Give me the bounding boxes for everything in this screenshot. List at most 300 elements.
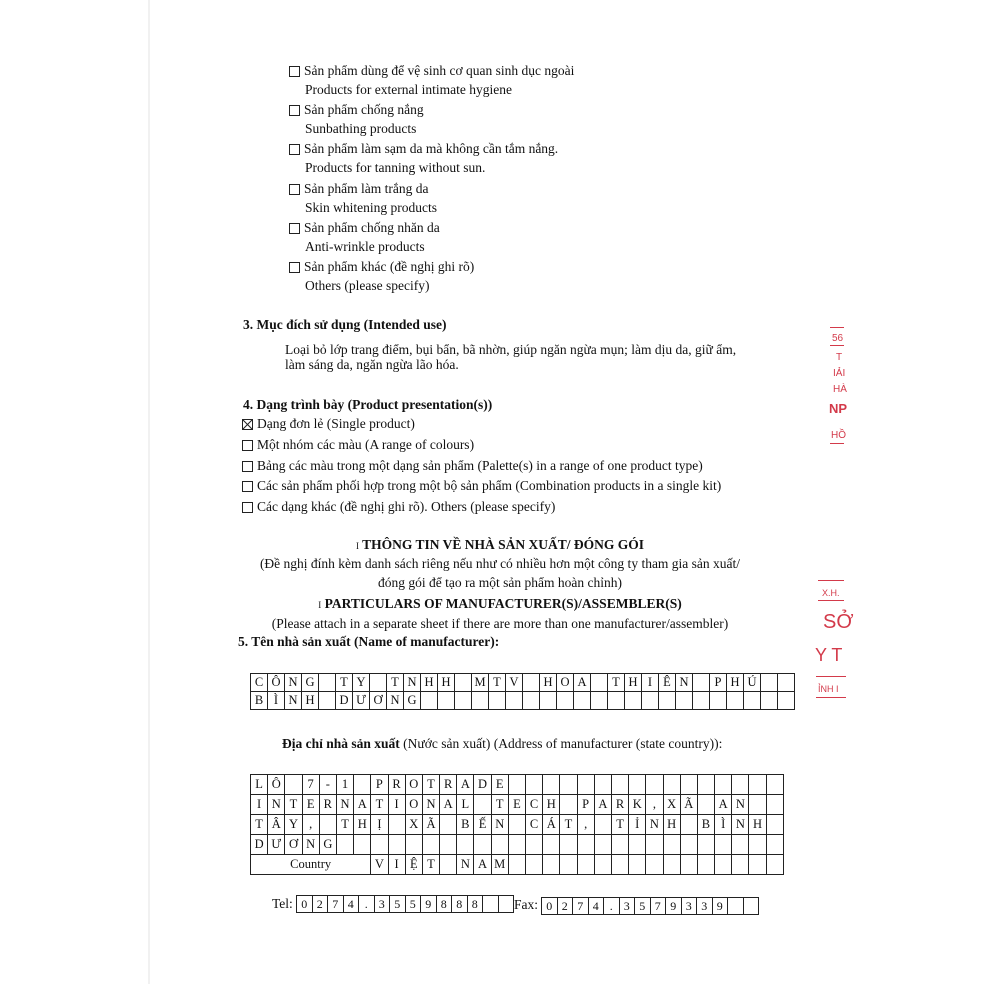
name-row bbox=[251, 692, 795, 710]
char-cell[interactable]: N bbox=[491, 815, 508, 835]
section-3-heading: 3. Mục đích sử dụng (Intended use) bbox=[243, 317, 447, 332]
address-row bbox=[251, 835, 784, 855]
country-char-cell[interactable]: A bbox=[474, 855, 491, 875]
char-cell[interactable]: 8 bbox=[467, 896, 483, 913]
name-row bbox=[251, 674, 795, 692]
char-cell[interactable] bbox=[680, 815, 697, 835]
country-char-cell[interactable]: M bbox=[491, 855, 508, 875]
char-cell[interactable] bbox=[611, 775, 628, 795]
stamp-text: IẢI bbox=[833, 368, 846, 379]
country-char-cell[interactable] bbox=[526, 855, 543, 875]
char-cell[interactable] bbox=[422, 835, 439, 855]
char-cell[interactable] bbox=[455, 692, 472, 710]
char-cell[interactable] bbox=[778, 674, 795, 692]
char-cell[interactable] bbox=[766, 795, 783, 815]
country-char-cell[interactable] bbox=[697, 855, 714, 875]
char-cell[interactable] bbox=[457, 835, 474, 855]
tel-label: Tel: bbox=[272, 896, 293, 911]
stamp-text: NP bbox=[829, 401, 848, 416]
char-cell[interactable] bbox=[680, 775, 697, 795]
char-cell[interactable] bbox=[560, 795, 577, 815]
char-cell[interactable]: T bbox=[251, 815, 268, 835]
char-cell[interactable]: Ị bbox=[371, 815, 388, 835]
char-cell[interactable] bbox=[474, 795, 491, 815]
char-cell[interactable] bbox=[405, 835, 422, 855]
char-cell[interactable]: N bbox=[422, 795, 439, 815]
char-cell[interactable]: 8 bbox=[436, 896, 452, 913]
char-cell[interactable]: N bbox=[285, 674, 302, 692]
char-cell[interactable]: Y bbox=[285, 815, 302, 835]
char-cell[interactable]: O bbox=[405, 775, 422, 795]
char-cell[interactable] bbox=[489, 692, 506, 710]
address-label: Địa chỉ nhà sản xuất (Nước sản xuất) (Address of manufacturer (state country)): bbox=[282, 736, 723, 751]
country-char-cell[interactable]: N bbox=[457, 855, 474, 875]
char-cell[interactable]: O bbox=[405, 795, 422, 815]
fax-label: Fax: bbox=[514, 897, 539, 912]
char-cell[interactable]: O bbox=[557, 674, 574, 692]
char-cell[interactable] bbox=[560, 775, 577, 795]
char-cell[interactable] bbox=[354, 835, 371, 855]
char-cell[interactable]: 9 bbox=[421, 896, 437, 913]
char-cell[interactable] bbox=[438, 692, 455, 710]
char-cell[interactable] bbox=[472, 692, 489, 710]
char-cell[interactable] bbox=[508, 835, 525, 855]
char-cell[interactable]: Ơ bbox=[285, 835, 302, 855]
product-type-label-en: Others (please specify) bbox=[305, 278, 430, 293]
char-cell[interactable]: , bbox=[302, 815, 319, 835]
char-cell[interactable]: 1 bbox=[336, 775, 353, 795]
char-cell[interactable] bbox=[483, 896, 499, 913]
char-cell[interactable] bbox=[663, 835, 680, 855]
char-cell[interactable]: A bbox=[354, 795, 371, 815]
manufacturer-note-en: (Please attach in a separate sheet if there are more than one manufacturer/assembler) bbox=[271, 616, 729, 631]
char-cell[interactable]: H bbox=[421, 674, 438, 692]
char-cell[interactable]: R bbox=[319, 795, 336, 815]
char-cell[interactable] bbox=[440, 815, 457, 835]
char-cell[interactable]: I bbox=[251, 795, 268, 815]
char-cell[interactable]: Ỉ bbox=[629, 815, 646, 835]
char-cell[interactable]: 5 bbox=[390, 896, 406, 913]
stamp-text: HỒ bbox=[831, 430, 846, 441]
char-cell[interactable]: Ô bbox=[268, 674, 285, 692]
char-cell[interactable] bbox=[455, 674, 472, 692]
country-char-cell[interactable] bbox=[680, 855, 697, 875]
char-cell[interactable]: 4 bbox=[588, 898, 604, 915]
char-cell[interactable] bbox=[697, 835, 714, 855]
presentation-checkbox[interactable] bbox=[242, 461, 253, 472]
char-cell[interactable]: . bbox=[359, 896, 375, 913]
address-row bbox=[251, 795, 784, 815]
char-cell[interactable] bbox=[744, 692, 761, 710]
country-char-cell[interactable] bbox=[646, 855, 663, 875]
product-type-label-vi: Sản phẩm làm sạm da mà không cần tắm nắng. bbox=[304, 141, 559, 156]
char-cell[interactable] bbox=[319, 815, 336, 835]
char-cell[interactable] bbox=[625, 692, 642, 710]
manufacturer-note-vi-2: đóng gói để tạo ra một sản phẩm hoàn chỉnh) bbox=[377, 575, 623, 590]
char-cell[interactable] bbox=[761, 674, 778, 692]
char-cell[interactable] bbox=[574, 692, 591, 710]
product-type-checkbox[interactable] bbox=[289, 184, 300, 195]
char-cell[interactable]: L bbox=[457, 795, 474, 815]
char-cell[interactable] bbox=[440, 835, 457, 855]
char-cell[interactable] bbox=[319, 692, 336, 710]
char-cell[interactable] bbox=[370, 674, 387, 692]
char-cell[interactable]: H bbox=[625, 674, 642, 692]
char-cell[interactable] bbox=[526, 775, 543, 795]
char-cell[interactable] bbox=[728, 898, 744, 915]
char-cell[interactable]: V bbox=[506, 674, 523, 692]
char-cell[interactable]: N bbox=[387, 692, 404, 710]
char-cell[interactable]: R bbox=[388, 775, 405, 795]
char-cell[interactable]: E bbox=[508, 795, 525, 815]
stamp-text: Y T bbox=[815, 645, 843, 665]
char-cell[interactable]: 0 bbox=[542, 898, 558, 915]
char-cell[interactable] bbox=[629, 775, 646, 795]
char-cell[interactable] bbox=[778, 692, 795, 710]
char-cell[interactable]: H bbox=[354, 815, 371, 835]
char-cell[interactable]: 9 bbox=[666, 898, 682, 915]
char-cell[interactable]: - bbox=[319, 775, 336, 795]
country-char-cell[interactable] bbox=[543, 855, 560, 875]
product-type-label-en: Anti-wrinkle products bbox=[305, 239, 425, 254]
char-cell[interactable]: P bbox=[577, 795, 594, 815]
char-cell[interactable] bbox=[749, 775, 766, 795]
char-cell[interactable]: Y bbox=[353, 674, 370, 692]
char-cell[interactable]: Á bbox=[543, 815, 560, 835]
manufacturer-note-vi-1: (Đề nghị đính kèm danh sách riêng nếu như có nhiều hơn một công ty tham gia sản xuất/ bbox=[259, 556, 741, 571]
char-cell[interactable]: Ô bbox=[268, 775, 285, 795]
product-type-label-vi: Sản phẩm khác (đề nghị ghi rõ) bbox=[304, 259, 475, 274]
char-cell[interactable]: , bbox=[646, 795, 663, 815]
char-cell[interactable]: T bbox=[560, 815, 577, 835]
char-cell[interactable] bbox=[540, 692, 557, 710]
char-cell[interactable] bbox=[697, 775, 714, 795]
char-cell[interactable] bbox=[761, 692, 778, 710]
tel-row bbox=[297, 896, 514, 913]
char-cell[interactable]: T bbox=[608, 674, 625, 692]
country-char-cell[interactable] bbox=[715, 855, 732, 875]
stamp-text: ỈNH I bbox=[818, 684, 839, 694]
char-cell[interactable]: 7 bbox=[328, 896, 344, 913]
char-cell[interactable]: T bbox=[422, 775, 439, 795]
char-cell[interactable]: B bbox=[251, 692, 268, 710]
char-cell[interactable]: E bbox=[302, 795, 319, 815]
product-type-label-vi: Sản phẩm dùng để vệ sinh cơ quan sinh dục ngoài bbox=[304, 63, 575, 78]
char-cell[interactable] bbox=[727, 692, 744, 710]
char-cell[interactable] bbox=[749, 835, 766, 855]
char-cell[interactable]: Ê bbox=[659, 674, 676, 692]
char-cell[interactable]: N bbox=[268, 795, 285, 815]
char-cell[interactable]: 3 bbox=[374, 896, 390, 913]
country-label: Country bbox=[251, 855, 371, 875]
country-char-cell[interactable]: Ệ bbox=[405, 855, 422, 875]
char-cell[interactable] bbox=[319, 674, 336, 692]
char-cell[interactable]: Ì bbox=[268, 692, 285, 710]
char-cell[interactable] bbox=[526, 835, 543, 855]
char-cell[interactable] bbox=[577, 835, 594, 855]
country-row bbox=[251, 855, 784, 875]
char-cell[interactable]: R bbox=[440, 775, 457, 795]
presentation-option-label: Bảng các màu trong một dạng sản phẩm (Palette(s) in a range of one product type) bbox=[257, 458, 703, 473]
char-cell[interactable]: Â bbox=[268, 815, 285, 835]
char-cell[interactable] bbox=[697, 795, 714, 815]
char-cell[interactable]: Ư bbox=[268, 835, 285, 855]
char-cell[interactable]: C bbox=[251, 674, 268, 692]
char-cell[interactable]: N bbox=[646, 815, 663, 835]
char-cell[interactable]: T bbox=[387, 674, 404, 692]
char-cell[interactable]: Ì bbox=[715, 815, 732, 835]
char-cell[interactable] bbox=[743, 898, 759, 915]
char-cell[interactable] bbox=[732, 835, 749, 855]
char-cell[interactable] bbox=[285, 775, 302, 795]
char-cell[interactable]: L bbox=[251, 775, 268, 795]
country-char-cell[interactable] bbox=[440, 855, 457, 875]
char-cell[interactable]: P bbox=[710, 674, 727, 692]
char-cell[interactable]: N bbox=[732, 795, 749, 815]
char-cell[interactable]: N bbox=[732, 815, 749, 835]
char-cell[interactable] bbox=[608, 692, 625, 710]
char-cell[interactable]: G bbox=[302, 674, 319, 692]
char-cell[interactable]: 3 bbox=[681, 898, 697, 915]
char-cell[interactable]: H bbox=[540, 674, 557, 692]
country-char-cell[interactable] bbox=[508, 855, 525, 875]
char-cell[interactable] bbox=[766, 775, 783, 795]
manufacturer-address-grid bbox=[250, 774, 784, 875]
char-cell[interactable]: N bbox=[302, 835, 319, 855]
char-cell[interactable]: X bbox=[405, 815, 422, 835]
char-cell[interactable]: T bbox=[336, 674, 353, 692]
intended-use-line-1: Loại bỏ lớp trang điểm, bụi bẩn, bã nhờn, giúp ngăn ngừa mụn; làm dịu da, giữ ẩm, bbox=[285, 342, 737, 357]
product-type-label-vi: Sản phẩm làm trắng da bbox=[304, 181, 429, 196]
char-cell[interactable]: D bbox=[474, 775, 491, 795]
char-cell[interactable] bbox=[594, 835, 611, 855]
char-cell[interactable]: 7 bbox=[573, 898, 589, 915]
char-cell[interactable]: N bbox=[285, 692, 302, 710]
presentation-checkbox[interactable] bbox=[242, 481, 253, 492]
char-cell[interactable]: T bbox=[336, 815, 353, 835]
char-cell[interactable]: 7 bbox=[650, 898, 666, 915]
char-cell[interactable] bbox=[732, 775, 749, 795]
char-cell[interactable]: A bbox=[440, 795, 457, 815]
char-cell[interactable]: H bbox=[749, 815, 766, 835]
country-char-cell[interactable] bbox=[594, 855, 611, 875]
char-cell[interactable] bbox=[336, 835, 353, 855]
country-char-cell[interactable]: I bbox=[388, 855, 405, 875]
char-cell[interactable] bbox=[663, 775, 680, 795]
char-cell[interactable]: G bbox=[404, 692, 421, 710]
char-cell[interactable]: H bbox=[727, 674, 744, 692]
char-cell[interactable]: A bbox=[594, 795, 611, 815]
char-cell[interactable]: 2 bbox=[312, 896, 328, 913]
stamp-border bbox=[818, 580, 844, 581]
stamp-border bbox=[816, 676, 846, 677]
char-cell[interactable]: E bbox=[491, 775, 508, 795]
char-cell[interactable] bbox=[749, 795, 766, 815]
char-cell[interactable]: N bbox=[404, 674, 421, 692]
stamp-border bbox=[816, 697, 846, 698]
char-cell[interactable] bbox=[523, 674, 540, 692]
presentation-checkbox[interactable] bbox=[242, 502, 253, 513]
char-cell[interactable] bbox=[506, 692, 523, 710]
presentation-option-label: Các dạng khác (đề nghị ghi rõ). Others (please specify) bbox=[257, 499, 556, 514]
char-cell[interactable]: 8 bbox=[452, 896, 468, 913]
char-cell[interactable] bbox=[498, 896, 514, 913]
char-cell[interactable]: Ế bbox=[474, 815, 491, 835]
char-cell[interactable]: . bbox=[604, 898, 620, 915]
char-cell[interactable]: B bbox=[697, 815, 714, 835]
char-cell[interactable]: Ơ bbox=[370, 692, 387, 710]
char-cell[interactable] bbox=[491, 835, 508, 855]
product-type-label-en: Sunbathing products bbox=[305, 121, 417, 136]
char-cell[interactable]: R bbox=[611, 795, 628, 815]
char-cell[interactable]: H bbox=[543, 795, 560, 815]
char-cell[interactable] bbox=[680, 835, 697, 855]
manufacturer-heading-en: I PARTICULARS OF MANUFACTURER(S)/ASSEMBLER(S) bbox=[318, 596, 682, 611]
char-cell[interactable] bbox=[642, 692, 659, 710]
char-cell[interactable]: A bbox=[715, 795, 732, 815]
product-type-checkbox[interactable] bbox=[289, 144, 300, 155]
char-cell[interactable]: G bbox=[319, 835, 336, 855]
product-type-label-en: Skin whitening products bbox=[305, 200, 437, 215]
char-cell[interactable]: 2 bbox=[557, 898, 573, 915]
char-cell[interactable]: X bbox=[663, 795, 680, 815]
char-cell[interactable]: T bbox=[489, 674, 506, 692]
char-cell[interactable]: A bbox=[574, 674, 591, 692]
char-cell[interactable] bbox=[715, 835, 732, 855]
manufacturer-heading-vi: I THÔNG TIN VỀ NHÀ SẢN XUẤT/ ĐÓNG GÓI bbox=[355, 537, 645, 552]
product-type-checkbox[interactable] bbox=[289, 66, 300, 77]
char-cell[interactable] bbox=[508, 815, 525, 835]
country-char-cell[interactable] bbox=[663, 855, 680, 875]
char-cell[interactable]: D bbox=[336, 692, 353, 710]
char-cell[interactable] bbox=[676, 692, 693, 710]
char-cell[interactable] bbox=[388, 815, 405, 835]
char-cell[interactable] bbox=[557, 692, 574, 710]
char-cell[interactable] bbox=[560, 835, 577, 855]
char-cell[interactable]: 7 bbox=[302, 775, 319, 795]
stamp-text: T bbox=[836, 352, 843, 363]
char-cell[interactable] bbox=[594, 815, 611, 835]
char-cell[interactable] bbox=[421, 692, 438, 710]
char-cell[interactable]: 9 bbox=[712, 898, 728, 915]
product-type-checkbox[interactable] bbox=[289, 262, 300, 273]
char-cell[interactable]: D bbox=[251, 835, 268, 855]
fax-row bbox=[542, 898, 759, 915]
char-cell[interactable] bbox=[591, 692, 608, 710]
char-cell[interactable]: 0 bbox=[297, 896, 313, 913]
presentation-checkbox[interactable] bbox=[242, 419, 253, 430]
presentation-option-label: Dạng đơn lẻ (Single product) bbox=[257, 416, 415, 431]
product-type-label-vi: Sản phẩm chống nắng bbox=[304, 102, 424, 117]
char-cell[interactable] bbox=[523, 692, 540, 710]
stamp-text: SỞ bbox=[823, 611, 854, 633]
char-cell[interactable]: 5 bbox=[405, 896, 421, 913]
char-cell[interactable]: Ư bbox=[353, 692, 370, 710]
country-char-cell[interactable] bbox=[749, 855, 766, 875]
address-row bbox=[251, 815, 784, 835]
product-type-label-en: Products for tanning without sun. bbox=[305, 160, 486, 175]
char-cell[interactable]: C bbox=[526, 795, 543, 815]
country-char-cell[interactable] bbox=[732, 855, 749, 875]
char-cell[interactable] bbox=[693, 692, 710, 710]
char-cell[interactable]: K bbox=[629, 795, 646, 815]
country-char-cell[interactable] bbox=[629, 855, 646, 875]
char-cell[interactable]: T bbox=[285, 795, 302, 815]
presentation-checkbox[interactable] bbox=[242, 440, 253, 451]
stamp-border bbox=[830, 327, 844, 328]
char-cell[interactable]: N bbox=[336, 795, 353, 815]
char-cell[interactable]: , bbox=[577, 815, 594, 835]
country-char-cell[interactable] bbox=[560, 855, 577, 875]
char-cell[interactable] bbox=[693, 674, 710, 692]
char-cell[interactable]: T bbox=[491, 795, 508, 815]
stamp-border bbox=[830, 443, 844, 444]
address-row bbox=[251, 775, 784, 795]
char-cell[interactable]: A bbox=[457, 775, 474, 795]
country-char-cell[interactable] bbox=[611, 855, 628, 875]
char-cell[interactable] bbox=[659, 692, 676, 710]
char-cell[interactable] bbox=[611, 835, 628, 855]
char-cell[interactable] bbox=[508, 775, 525, 795]
char-cell[interactable]: H bbox=[438, 674, 455, 692]
char-cell[interactable] bbox=[577, 775, 594, 795]
char-cell[interactable]: 4 bbox=[343, 896, 359, 913]
char-cell[interactable] bbox=[354, 775, 371, 795]
char-cell[interactable]: C bbox=[526, 815, 543, 835]
char-cell[interactable] bbox=[388, 835, 405, 855]
stamp-text: X.H. bbox=[822, 588, 840, 598]
char-cell[interactable]: 5 bbox=[635, 898, 651, 915]
char-cell[interactable]: B bbox=[457, 815, 474, 835]
char-cell[interactable]: M bbox=[472, 674, 489, 692]
char-cell[interactable] bbox=[646, 775, 663, 795]
char-cell[interactable]: Ã bbox=[422, 815, 439, 835]
char-cell[interactable]: H bbox=[302, 692, 319, 710]
char-cell[interactable]: H bbox=[663, 815, 680, 835]
char-cell[interactable] bbox=[543, 835, 560, 855]
char-cell[interactable] bbox=[766, 835, 783, 855]
char-cell[interactable] bbox=[715, 775, 732, 795]
char-cell[interactable]: I bbox=[642, 674, 659, 692]
country-char-cell[interactable]: T bbox=[422, 855, 439, 875]
char-cell[interactable] bbox=[543, 775, 560, 795]
country-char-cell[interactable] bbox=[766, 855, 783, 875]
char-cell[interactable]: T bbox=[611, 815, 628, 835]
product-type-checkbox[interactable] bbox=[289, 105, 300, 116]
char-cell[interactable] bbox=[629, 835, 646, 855]
product-type-checkbox[interactable] bbox=[289, 223, 300, 234]
char-cell[interactable] bbox=[594, 775, 611, 795]
char-cell[interactable]: T bbox=[371, 795, 388, 815]
char-cell[interactable]: Ú bbox=[744, 674, 761, 692]
char-cell[interactable]: P bbox=[371, 775, 388, 795]
char-cell[interactable] bbox=[766, 815, 783, 835]
char-cell[interactable]: 3 bbox=[619, 898, 635, 915]
char-cell[interactable] bbox=[591, 674, 608, 692]
char-cell[interactable]: I bbox=[388, 795, 405, 815]
char-cell[interactable]: Ã bbox=[680, 795, 697, 815]
country-char-cell[interactable]: V bbox=[371, 855, 388, 875]
char-cell[interactable] bbox=[710, 692, 727, 710]
char-cell[interactable]: N bbox=[676, 674, 693, 692]
stamp-border bbox=[818, 600, 844, 601]
char-cell[interactable] bbox=[474, 835, 491, 855]
country-char-cell[interactable] bbox=[577, 855, 594, 875]
char-cell[interactable]: 3 bbox=[697, 898, 713, 915]
char-cell[interactable] bbox=[371, 835, 388, 855]
presentation-option-label: Một nhóm các màu (A range of colours) bbox=[257, 437, 475, 452]
char-cell[interactable] bbox=[646, 835, 663, 855]
